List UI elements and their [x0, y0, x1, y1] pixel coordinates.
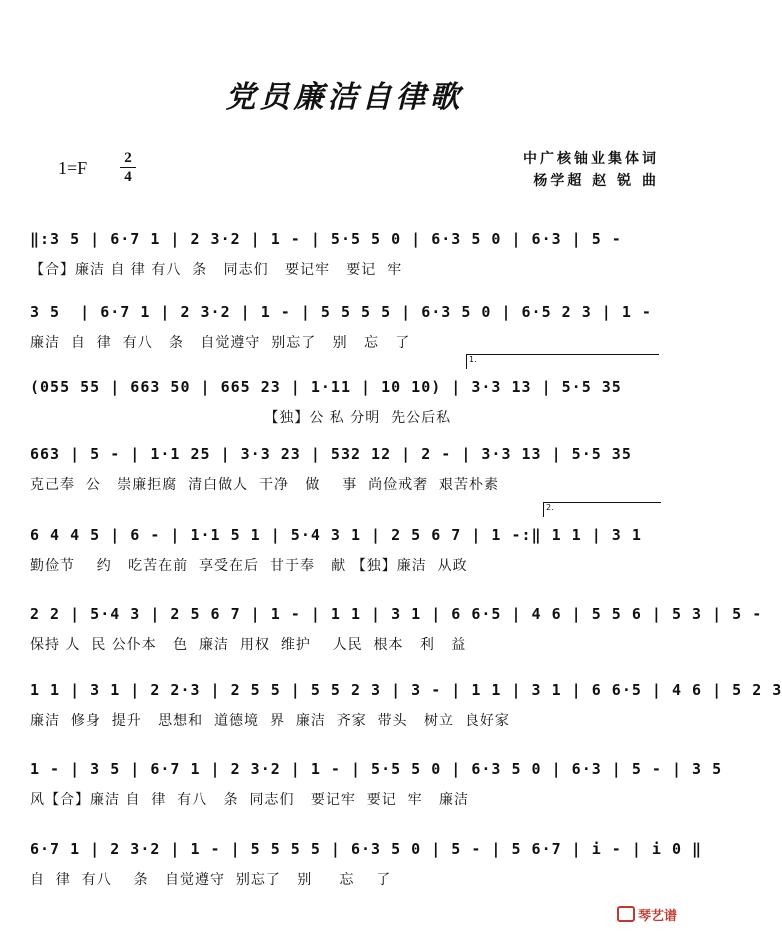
- notation-line: 1 1 | 3 1 | 2 2·3 | 2 5 5 | 5 5 2 3 | 3 - | 1 1 | 3 1 | 6 6·5 | 4 6 | 5 2 3: [30, 681, 782, 699]
- song-title: 党员廉洁自律歌: [225, 80, 464, 115]
- lyrics-line: 风【合】廉洁 自 律 有八 条 同志们 要记牢 要记 牢 廉洁: [30, 792, 470, 808]
- notation-line: ‖:3 5 | 6·7 1 | 2 3·2 | 1 - | 5·5 5 0 | 6·3 5 0 | 6·3 | 5 -: [30, 230, 622, 248]
- notation-line: 663 | 5 - | 1·1 25 | 3·3 23 | 532 12 | 2 - | 3·3 13 | 5·5 35: [30, 445, 632, 463]
- notation-line: 2 2 | 5·4 3 | 2 5 6 7 | 1 - | 1 1 | 3 1 | 6 6·5 | 4 6 | 5 5 6 | 5 3 | 5 -: [30, 605, 763, 623]
- meter-top: 2: [124, 150, 132, 166]
- time-signature: [120, 150, 136, 185]
- music-system-1: [30, 222, 660, 286]
- notation-line: (055 55 | 663 50 | 665 23 | 1·11 | 10 10) | 3·3 13 | 5·5 35: [30, 378, 622, 396]
- composer-credit: 杨学超 赵 锐 曲: [533, 173, 659, 189]
- music-system-9: [30, 832, 703, 896]
- lyrics-line: 廉洁 自 律 有八 条 自觉遵守 别忘了 别 忘 了: [30, 335, 411, 351]
- notation-line: 6 4 4 5 | 6 - | 1·1 5 1 | 5·4 3 1 | 2 5 6 7 | 1 -:‖ 1 1 | 3 1: [30, 526, 642, 544]
- lyrics-line: 克己奉 公 崇廉拒腐 清白做人 干净 做 事 尚俭戒奢 艰苦朴素: [30, 477, 500, 493]
- lyricist-credit: 中广核铀业集体词: [523, 151, 659, 167]
- volta-first-ending: 1.: [466, 354, 659, 369]
- meter-bottom: 4: [124, 169, 132, 185]
- lyrics-line: 【独】公 私 分明 先公后私: [30, 410, 452, 426]
- music-system-7: [30, 673, 782, 737]
- lyrics-line: 保持 人 民 公仆本 色 廉洁 用权 维护 人民 根本 利 益: [30, 637, 467, 653]
- credits: [523, 148, 659, 192]
- meter-divider: [120, 167, 136, 168]
- music-system-2: [30, 295, 660, 359]
- notation-line: 3 5 | 6·7 1 | 2 3·2 | 1 - | 5 5 5 5 | 6·3 5 0 | 6·5 2 3 | 1 -: [30, 303, 652, 321]
- lyrics-line: 廉洁 修身 提升 思想和 道德境 界 廉洁 齐家 带头 树立 良好家: [30, 713, 510, 729]
- music-system-6: [30, 597, 763, 661]
- music-system-4: [30, 437, 660, 501]
- logo-icon: [617, 906, 635, 922]
- music-system-3: [30, 370, 660, 434]
- watermark-logo: [617, 905, 677, 924]
- lyrics-line: 自 律 有八 条 自觉遵守 别忘了 别 忘 了: [30, 872, 392, 888]
- key-signature: 1=F: [58, 158, 88, 178]
- music-system-5: [30, 518, 660, 582]
- notation-line: 1 - | 3 5 | 6·7 1 | 2 3·2 | 1 - | 5·5 5 0 | 6·3 5 0 | 6·3 | 5 - | 3 5: [30, 760, 723, 778]
- lyrics-line: 勤俭节 约 吃苦在前 享受在后 甘于奉 献 【独】廉洁 从政: [30, 558, 468, 574]
- volta-second-ending: 2.: [543, 502, 661, 517]
- lyrics-line: 【合】廉洁 自 律 有八 条 同志们 要记牢 要记 牢: [30, 262, 403, 278]
- notation-line: 6·7 1 | 2 3·2 | 1 - | 5 5 5 5 | 6·3 5 0 | 5 - | 5 6·7 | i - | i 0 ‖: [30, 840, 703, 858]
- music-system-8: [30, 752, 723, 816]
- watermark-text: 琴艺谱: [637, 909, 677, 924]
